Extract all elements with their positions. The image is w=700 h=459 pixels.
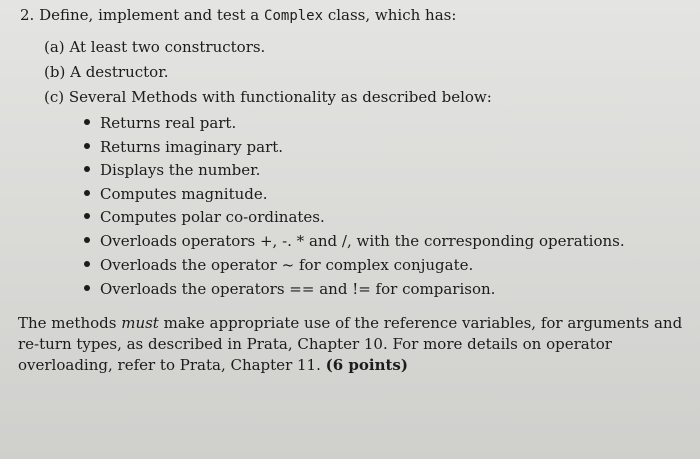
requirement-text: A destructor. <box>70 63 169 81</box>
method-text: Displays the number. <box>100 161 261 179</box>
requirement-label: (c) <box>44 88 65 106</box>
requirement-text: Several Methods with functionality as described below: <box>68 88 492 106</box>
method-text: Computes magnitude. <box>100 185 268 203</box>
requirement-c <box>44 88 492 106</box>
method-item <box>84 161 260 179</box>
method-item <box>84 185 268 203</box>
points-label: (6 points) <box>325 356 408 374</box>
method-text: Computes polar co-ordinates. <box>100 208 325 226</box>
bullet-icon <box>84 261 90 267</box>
requirement-label: (b) <box>44 63 66 81</box>
bullet-icon <box>84 143 90 149</box>
method-text: Overloads the operator ~ for complex conjugate. <box>100 256 474 274</box>
question-intro-end: class, which has: <box>327 6 457 24</box>
bullet-icon <box>84 119 90 125</box>
class-name: Complex <box>264 8 324 24</box>
bullet-icon <box>84 285 90 291</box>
question-number: 2. <box>20 6 35 24</box>
requirement-label: (a) <box>44 38 65 56</box>
question-heading <box>20 6 456 24</box>
question-intro-start: Define, implement and test a <box>39 6 260 24</box>
method-item <box>84 114 236 132</box>
paragraph-body: make appropriate use of the reference variables, for arguments and re-turn types, as described in Prata, Chapter 10. For more details on operator overloading, refer to Prata, Chapter 11. <box>18 314 683 374</box>
bullet-icon <box>84 213 90 219</box>
requirement-b <box>44 63 168 81</box>
requirement-a <box>44 38 265 56</box>
method-item <box>84 138 283 156</box>
bullet-icon <box>84 190 90 196</box>
paragraph-emphasis: must <box>121 314 159 332</box>
paragraph-start: The methods <box>18 314 117 332</box>
method-item <box>84 232 625 250</box>
method-text: Returns real part. <box>100 114 237 132</box>
instructions-paragraph <box>18 313 698 376</box>
method-text: Returns imaginary part. <box>100 138 284 156</box>
method-text: Overloads the operators == and != for comparison. <box>100 280 496 298</box>
method-item <box>84 256 473 274</box>
bullet-icon <box>84 166 90 172</box>
requirement-text: At least two constructors. <box>69 38 266 56</box>
method-item <box>84 208 325 226</box>
bullet-icon <box>84 237 90 243</box>
method-text: Overloads operators +, -. * and /, with the corresponding operations. <box>100 232 625 250</box>
method-item <box>84 280 495 298</box>
